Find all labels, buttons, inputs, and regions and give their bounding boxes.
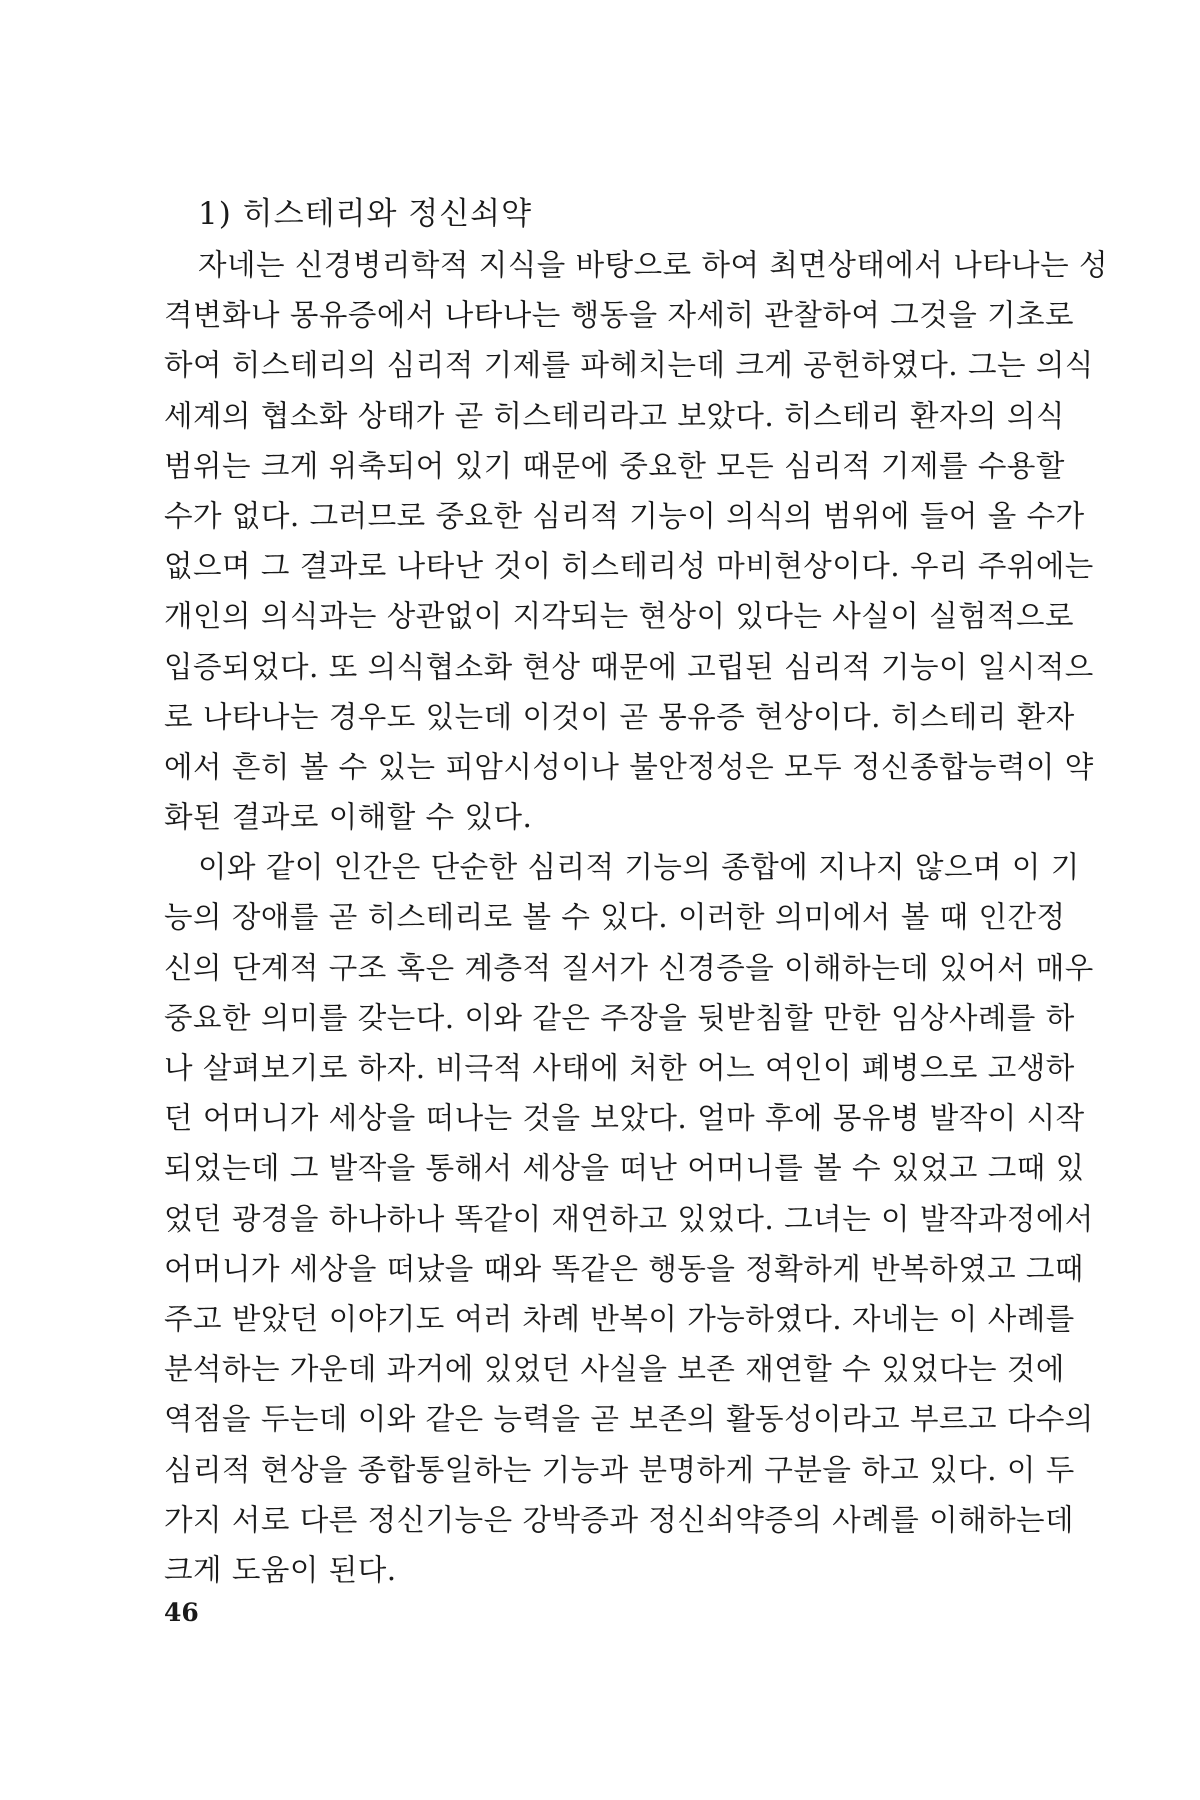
text-line: 나 살펴보기로 하자. 비극적 사태에 처한 어느 여인이 폐병으로 고생하 [164, 1051, 1075, 1085]
text-line: 격변화나 몽유증에서 나타나는 행동을 자세히 관찰하여 그것을 기초로 [164, 298, 1075, 333]
text-line: 입증되었다. 또 의식협소화 현상 때문에 고립된 심리적 기능이 일시적으 [164, 649, 1094, 684]
text-line: 로 나타나는 경우도 있는데 이것이 곧 몽유증 현상이다. 히스테리 환자 [164, 699, 1075, 734]
text-line: 세계의 협소화 상태가 곧 히스테리라고 보았다. 히스테리 환자의 의식 [164, 398, 1065, 433]
page-number: 46 [164, 1598, 199, 1627]
text-line: 이와 같이 인간은 단순한 심리적 기능의 종합에 지나지 않으며 이 기 [198, 850, 1080, 885]
text-line: 없으며 그 결과로 나타난 것이 히스테리성 마비현상이다. 우리 주위에는 [164, 549, 1094, 584]
text-line: 신의 단계적 구조 혹은 계층적 질서가 신경증을 이해하는데 있어서 매우 [164, 950, 1094, 985]
text-line: 가지 서로 다른 정신기능은 강박증과 정신쇠약증의 사례를 이해하는데 [164, 1502, 1075, 1537]
text-line: 능의 장애를 곧 히스테리로 볼 수 있다. 이러한 의미에서 볼 때 인간정 [164, 900, 1066, 935]
text-line: 었던 광경을 하나하나 똑같이 재연하고 있었다. 그녀는 이 발작과정에서 [164, 1201, 1094, 1236]
paragraph-1 [164, 240, 1109, 842]
text-line: 범위는 크게 위축되어 있기 때문에 중요한 모든 심리적 기제를 수용할 [164, 448, 1065, 483]
text-line: 하여 히스테리의 심리적 기제를 파헤치는데 크게 공헌하였다. 그는 의식 [164, 348, 1094, 383]
paragraph-2 [164, 842, 1094, 1595]
text-line: 심리적 현상을 종합통일하는 기능과 분명하게 구분을 하고 있다. 이 두 [164, 1452, 1075, 1487]
text-line: 분석하는 가운데 과거에 있었던 사실을 보존 재연할 수 있었다는 것에 [164, 1352, 1065, 1387]
text-line: 에서 흔히 볼 수 있는 피암시성이나 불안정성은 모두 정신종합능력이 약 [164, 749, 1094, 784]
text-line: 크게 도움이 된다. [164, 1552, 397, 1587]
text-line: 화된 결과로 이해할 수 있다. [164, 800, 533, 835]
text-line: 중요한 의미를 갖는다. 이와 같은 주장을 뒷받침할 만한 임상사례를 하 [164, 1000, 1075, 1035]
text-line: 주고 받았던 이야기도 여러 차례 반복이 가능하였다. 자네는 이 사례를 [164, 1301, 1075, 1336]
text-line: 던 어머니가 세상을 떠나는 것을 보았다. 얼마 후에 몽유병 발작이 시작 [164, 1101, 1085, 1136]
text-line: 어머니가 세상을 떠났을 때와 똑같은 행동을 정확하게 반복하였고 그때 [164, 1251, 1084, 1286]
text-line: 역점을 두는데 이와 같은 능력을 곧 보존의 활동성이라고 부르고 다수의 [164, 1402, 1094, 1437]
body-text [164, 188, 1109, 1595]
text-line: 되었는데 그 발작을 통해서 세상을 떠난 어머니를 볼 수 있었고 그때 있 [164, 1151, 1085, 1186]
text-line: 수가 없다. 그러므로 중요한 심리적 기능이 의식의 범위에 들어 올 수가 [164, 498, 1085, 533]
section-heading: 1) 히스테리와 정신쇠약 [198, 196, 533, 232]
text-line: 자네는 신경병리학적 지식을 바탕으로 하여 최면상태에서 나타나는 성 [198, 248, 1109, 282]
text-line: 개인의 의식과는 상관없이 지각되는 현상이 있다는 사실이 실험적으로 [164, 599, 1075, 634]
